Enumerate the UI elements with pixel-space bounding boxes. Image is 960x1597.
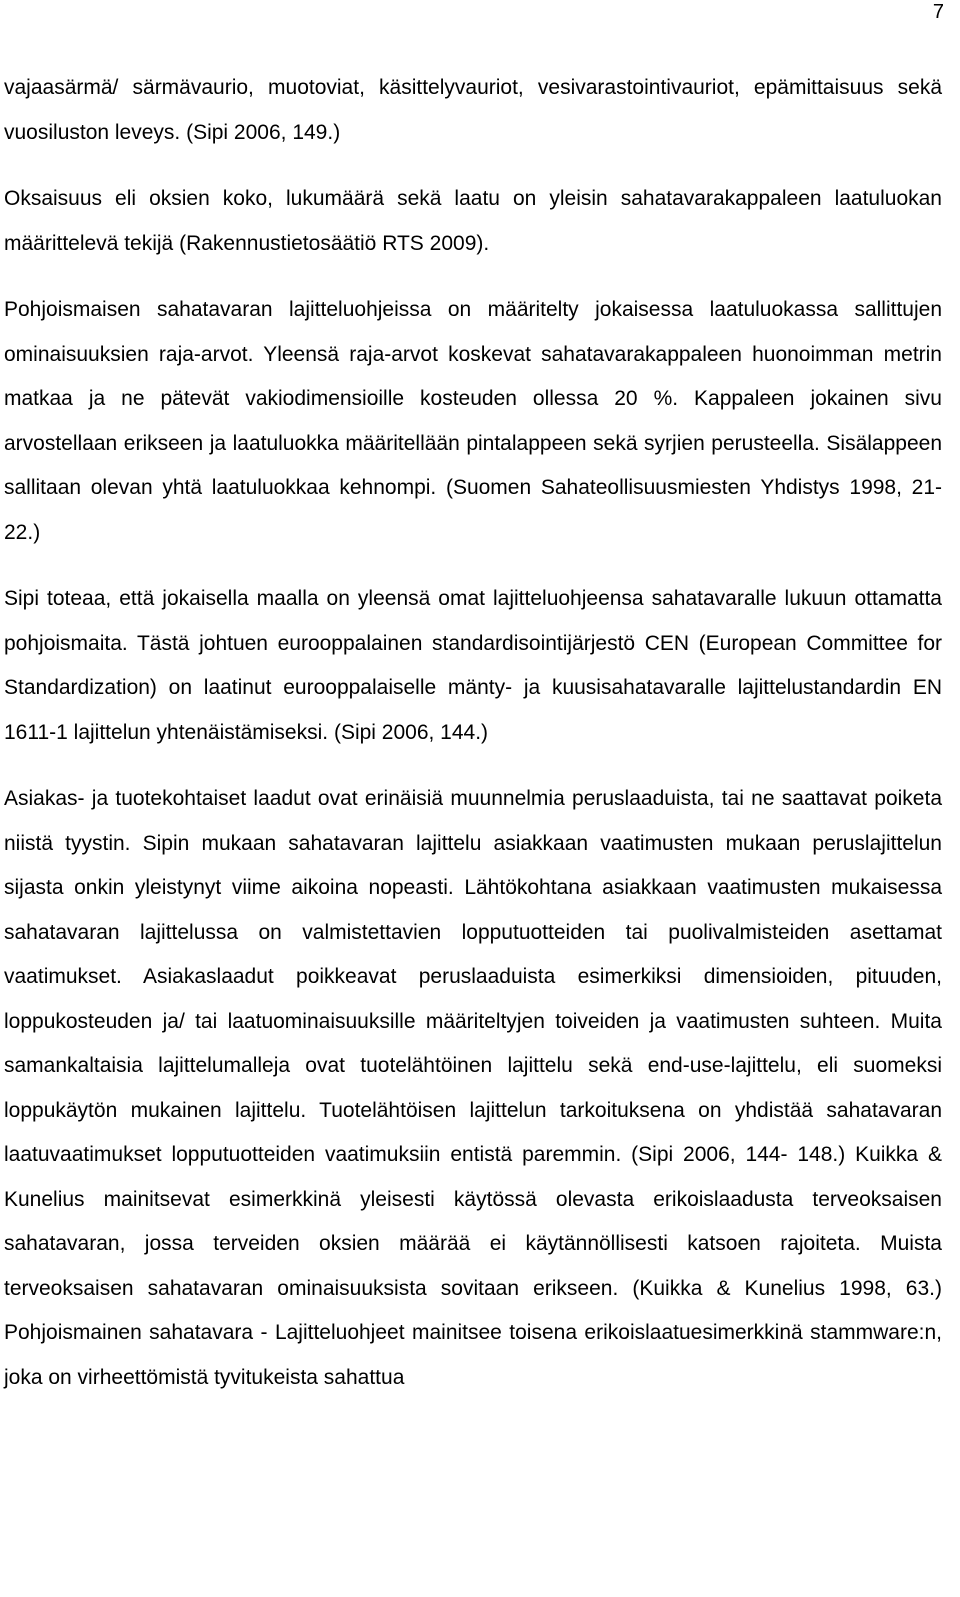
paragraph-defects: vajaasärmä/ särmävaurio, muotoviat, käsittelyvauriot, vesivarastointivauriot, epämittaisuus sekä vuosiluston leveys. (Sipi 2006, 149.) <box>4 76 942 144</box>
paragraph-knottiness: Oksaisuus eli oksien koko, lukumäärä sekä laatu on yleisin sahatavarakappaleen laatuluokan määrittelevä tekijä (Rakennustietosäätiö RTS 2009). <box>4 187 942 255</box>
paragraph-nordic-grading: Pohjoismaisen sahatavaran lajitteluohjeissa on määritelty jokaisessa laatuluokassa sallittujen ominaisuuksien raja-arvot. Yleensä raja-arvot koskevat sahatavarakappaleen huonoimman metrin matkaa ja ne pätevät vakiodimensioille kosteuden ollessa 20 %. Kappaleen jokainen sivu arvostellaan erikseen ja laatuluokka määritellään pintalappeen sekä syrjien perusteella. Sisälappeen sallitaan olevan yhtä laatuluokkaa kehnompi. (Suomen Sahateollisuusmiesten Yhdistys 1998, 21- 22.) <box>4 298 942 544</box>
document-body <box>4 66 942 1422</box>
page-number: 7 <box>932 1 944 23</box>
paragraph-cen-standard: Sipi toteaa, että jokaisella maalla on yleensä omat lajitteluohjeensa sahatavaralle lukuun ottamatta pohjoismaita. Tästä johtuen eurooppalainen standardisointijärjestö CEN (European Committee for Standardization) on laatinut eurooppalaiselle mänty- ja kuusisahatavaralle lajittelustandardin EN 1611-1 lajittelun yhtenäistämiseksi. (Sipi 2006, 144.) <box>4 587 942 744</box>
paragraph-customer-grades: Asiakas- ja tuotekohtaiset laadut ovat erinäisiä muunnelmia peruslaaduista, tai ne saattavat poiketa niistä tyystin. Sipin mukaan sahatavaran lajittelu asiakkaan vaatimusten mukaan peruslajittelun sijasta onkin yleistynyt viime aikoina nopeasti. Lähtökohtana asiakkaan vaatimusten mukaisessa sahatavaran lajittelussa on valmistettavien lopputuotteiden tai puolivalmisteiden asettamat vaatimukset. Asiakaslaadut poikkeavat peruslaaduista esimerkiksi dimensioiden, pituuden, loppukosteuden ja/ tai laatuominaisuuksille määriteltyjen toiveiden ja vaatimusten suhteen. Muita samankaltaisia lajittelumalleja ovat tuotelähtöinen lajittelu sekä end-use-lajittelu, eli suomeksi loppukäytön mukainen lajittelu. Tuotelähtöisen lajittelun tarkoituksena on yhdistää sahatavaran laatuvaatimukset lopputuotteiden vaatimuksiin entistä paremmin. (Sipi 2006, 144- 148.) Kuikka & Kunelius mainitsevat esimerkkinä yleisesti käytössä olevasta erikoislaadusta terveoksaisen sahatavaran, jossa terveiden oksien määrää ei käytännöllisesti katsoen rajoiteta. Muista terveoksaisen sahatavaran ominaisuuksista sovitaan erikseen. (Kuikka & Kunelius 1998, 63.) Pohjoismainen sahatavara - Lajitteluohjeet mainitsee toisena erikoislaatuesimerkkinä stammware:n, joka on virheettömistä tyvitukeista sahattua <box>4 787 942 1389</box>
